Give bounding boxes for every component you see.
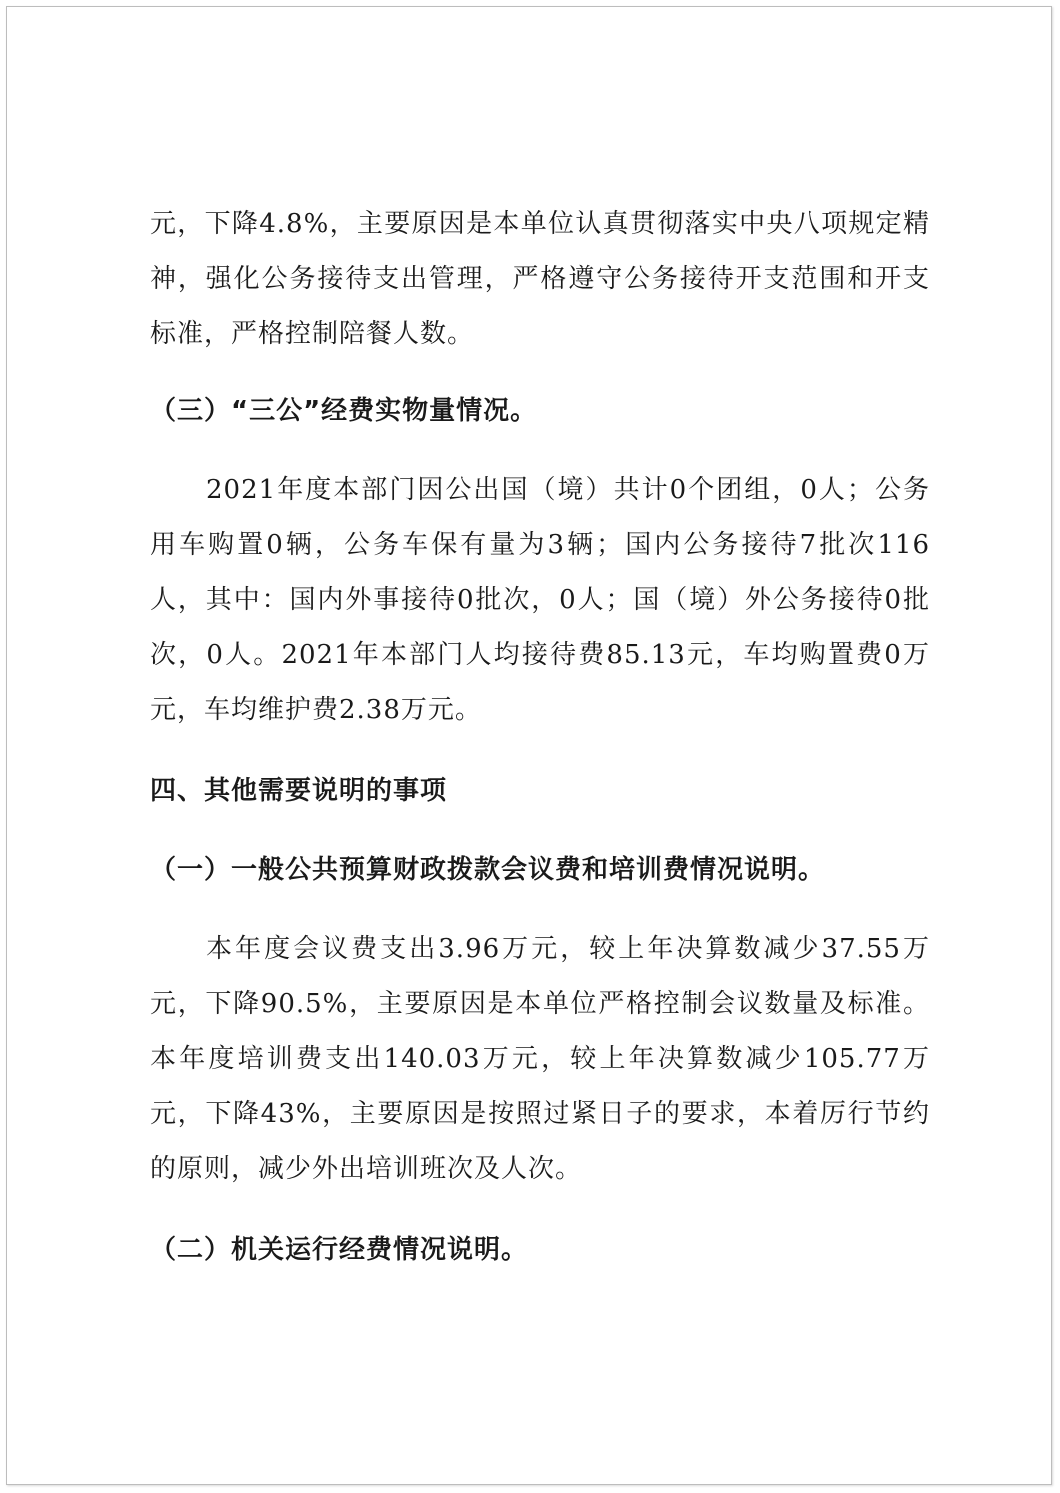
paragraph-section-3: 2021年度本部门因公出国（境）共计0个团组，0人；公务用车购置0辆，公务车保有量为3辆；国内公务接待7批次116人，其中：国内外事接待0批次，0人；国（境）外公务接待0批次，0人。2021年本部门人均接待费85.13元，车均购置费0万元，车均维护费2.38万元。: [150, 475, 930, 725]
heading-section-3: （三）“三公”经费实物量情况。: [150, 396, 538, 426]
heading-section-4-1: （一）一般公共预算财政拨款会议费和培训费情况说明。: [150, 855, 826, 885]
document-body: [150, 197, 930, 1278]
paragraph-continuation: 元，下降4.8%，主要原因是本单位认真贯彻落实中央八项规定精神，强化公务接待支出管理，严格遵守公务接待开支范围和开支标准，严格控制陪餐人数。: [150, 209, 930, 349]
heading-section-4-2: （二）机关运行经费情况说明。: [150, 1235, 529, 1265]
heading-section-4: 四、其他需要说明的事项: [150, 776, 448, 806]
paragraph-section-4-1: 本年度会议费支出3.96万元，较上年决算数减少37.55万元，下降90.5%，主要原因是本单位严格控制会议数量及标准。本年度培训费支出140.03万元，较上年决算数减少105.77万元，下降43%，主要原因是按照过紧日子的要求，本着厉行节约的原则，减少外出培训班次及人次。: [150, 934, 930, 1184]
document-page: [6, 6, 1052, 1485]
